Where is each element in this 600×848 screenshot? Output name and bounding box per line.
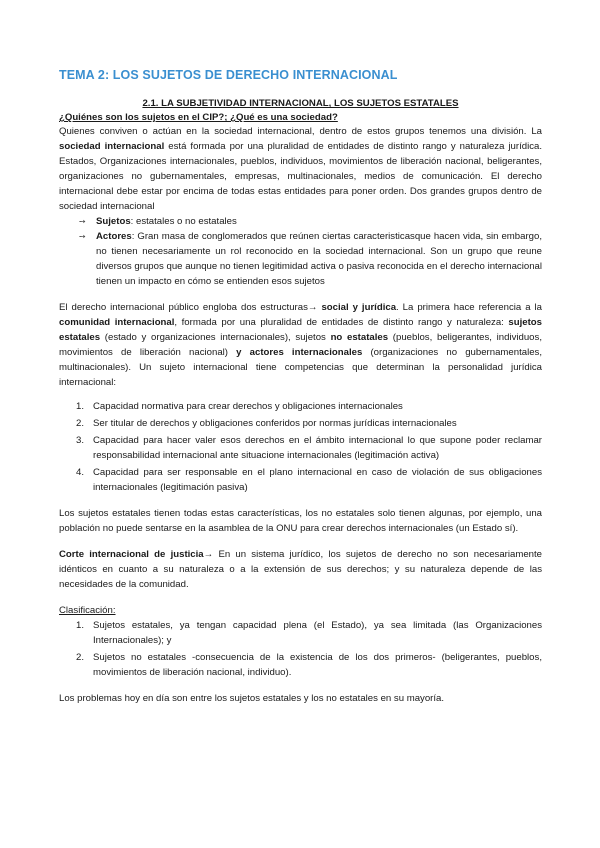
capacities-list <box>59 399 542 495</box>
bold-term: Corte internacional de justicia <box>59 549 204 560</box>
text-run: → En un sistema jurídico, los sujetos de derecho no son necesariamente idénticos en cuanto a su naturaleza o a la extensión de sus derechos; y su naturaleza depende de las necesidades de la comunidad. <box>59 549 543 590</box>
document-title: TEMA 2: LOS SUJETOS DE DERECHO INTERNACIONAL <box>59 68 398 82</box>
text-run: Quienes conviven o actúan en la sociedad internacional, dentro de estos grupos tenemos una división. La <box>59 126 542 137</box>
list-item-text: Capacidad para ser responsable en el plano internacional en caso de violación de sus obligaciones internacionales (legitimación pasiva) <box>93 467 542 493</box>
list-number: 2. <box>76 652 85 663</box>
list-item-text: : Gran masa de conglomerados que reúnen ciertas caracteristicasque hacen vida, sin embargo, no tienen necesariamente un rol reconocido en la sociedad internacional. Son un grupo que reune diversos grupos que aunque no tienen legitimidad activa o pasiva reconocida en el derecho internacional tienen un impacto en cómo se entienden esos sujetos <box>96 231 542 287</box>
list-item-text: Ser titular de derechos y obligaciones conferidos por normas jurídicas internacionales <box>93 418 457 429</box>
bold-term: Sujetos <box>96 216 131 227</box>
text-run: . La primera hace referencia a la <box>396 302 542 313</box>
text-run: (organizaciones no gubernamentales, multinacionales). Un sujeto internacional tiene competencias que determinan la personalidad jurídica internacional: <box>59 347 542 388</box>
paragraph-conclusion: Los problemas hoy en día son entre los sujetos estatales y los no estatales en su mayoría. <box>59 693 445 704</box>
text-run: , formada por una pluralidad de entidades de distinto rango y naturaleza: <box>174 317 509 328</box>
list-number: 4. <box>76 467 85 478</box>
list-item <box>59 650 542 680</box>
paragraph-court <box>59 547 542 592</box>
list-item-text: Capacidad para hacer valer esos derechos en el ámbito internacional lo que supone poder reclamar responsabilidad internacional ante situacione internacionales (legitimación activa) <box>93 435 542 461</box>
list-item <box>59 229 542 289</box>
bold-term: y actores internacionales <box>236 347 363 358</box>
list-item-text: : estatales o no estatales <box>130 216 237 227</box>
text-run: está formada por una pluralidad de entidades de distinto rango y naturaleza jurídica. Estados, Organizaciones internacionales, pueblos, individuos, movimientos de liberación nacional, beligerantes, organizaciones no gubernamentales, empresas, multinacionales, medios de comunicación. El derecho internacional debe estar por encima de todas estas entidades para poner orden. Dos grandes grupos dentro de sociedad internacional <box>59 141 543 212</box>
paragraph-state-subjects: Los sujetos estatales tienen todas estas características, los no estatales solo tienen algunas, por ejemplo, una población no puede sentarse en la asamblea de la ONU para crear derechos internacionales (un Estado sí). <box>59 508 542 534</box>
text-run: El derecho internacional público engloba dos estructuras→ <box>59 302 322 313</box>
actors-list <box>59 214 542 289</box>
classification-label: Clasificación: <box>59 605 116 616</box>
list-item-text: Sujetos estatales, ya tengan capacidad plena (el Estado), ya sea limitada (las Organizaciones Internacionales); y <box>93 620 542 646</box>
list-item <box>59 416 542 431</box>
bold-term: comunidad internacional <box>59 317 175 328</box>
bold-term: sociedad internacional <box>59 141 165 152</box>
bold-term: social y jurídica <box>321 302 397 313</box>
bold-term: Actores <box>96 231 132 242</box>
bold-term: no estatales <box>330 332 389 343</box>
list-item <box>59 618 542 648</box>
list-item <box>59 214 542 229</box>
text-run: (estado y organizaciones internacionales), sujetos <box>100 332 331 343</box>
arrow-icon: ➙ <box>79 217 86 226</box>
list-number: 1. <box>76 620 85 631</box>
list-item <box>59 465 542 495</box>
list-number: 1. <box>76 401 85 412</box>
section-heading: 2.1. LA SUBJETIVIDAD INTERNACIONAL, LOS SUJETOS ESTATALES <box>142 98 459 109</box>
text-run: (pueblos, beligerantes, individuos, movimientos de liberación nacional) <box>59 332 542 358</box>
document-page <box>59 68 542 706</box>
paragraph-intro <box>59 124 542 214</box>
bold-term: sujetos estatales <box>59 317 542 343</box>
list-item-text: Sujetos no estatales -consecuencia de la existencia de los dos primeros- (beligerantes, pueblos, movimientos de liberación nacional, individuo). <box>93 652 542 678</box>
classification-list <box>59 618 542 680</box>
question-heading: ¿Quiénes son los sujetos en el CIP?; ¿Qué es una sociedad? <box>59 112 338 123</box>
list-item <box>59 399 542 414</box>
list-item-text: Capacidad normativa para crear derechos y obligaciones internacionales <box>93 401 403 412</box>
arrow-icon: ➙ <box>79 232 86 241</box>
paragraph-structures <box>59 300 542 390</box>
list-item <box>59 433 542 463</box>
list-number: 3. <box>76 435 85 446</box>
list-number: 2. <box>76 418 85 429</box>
